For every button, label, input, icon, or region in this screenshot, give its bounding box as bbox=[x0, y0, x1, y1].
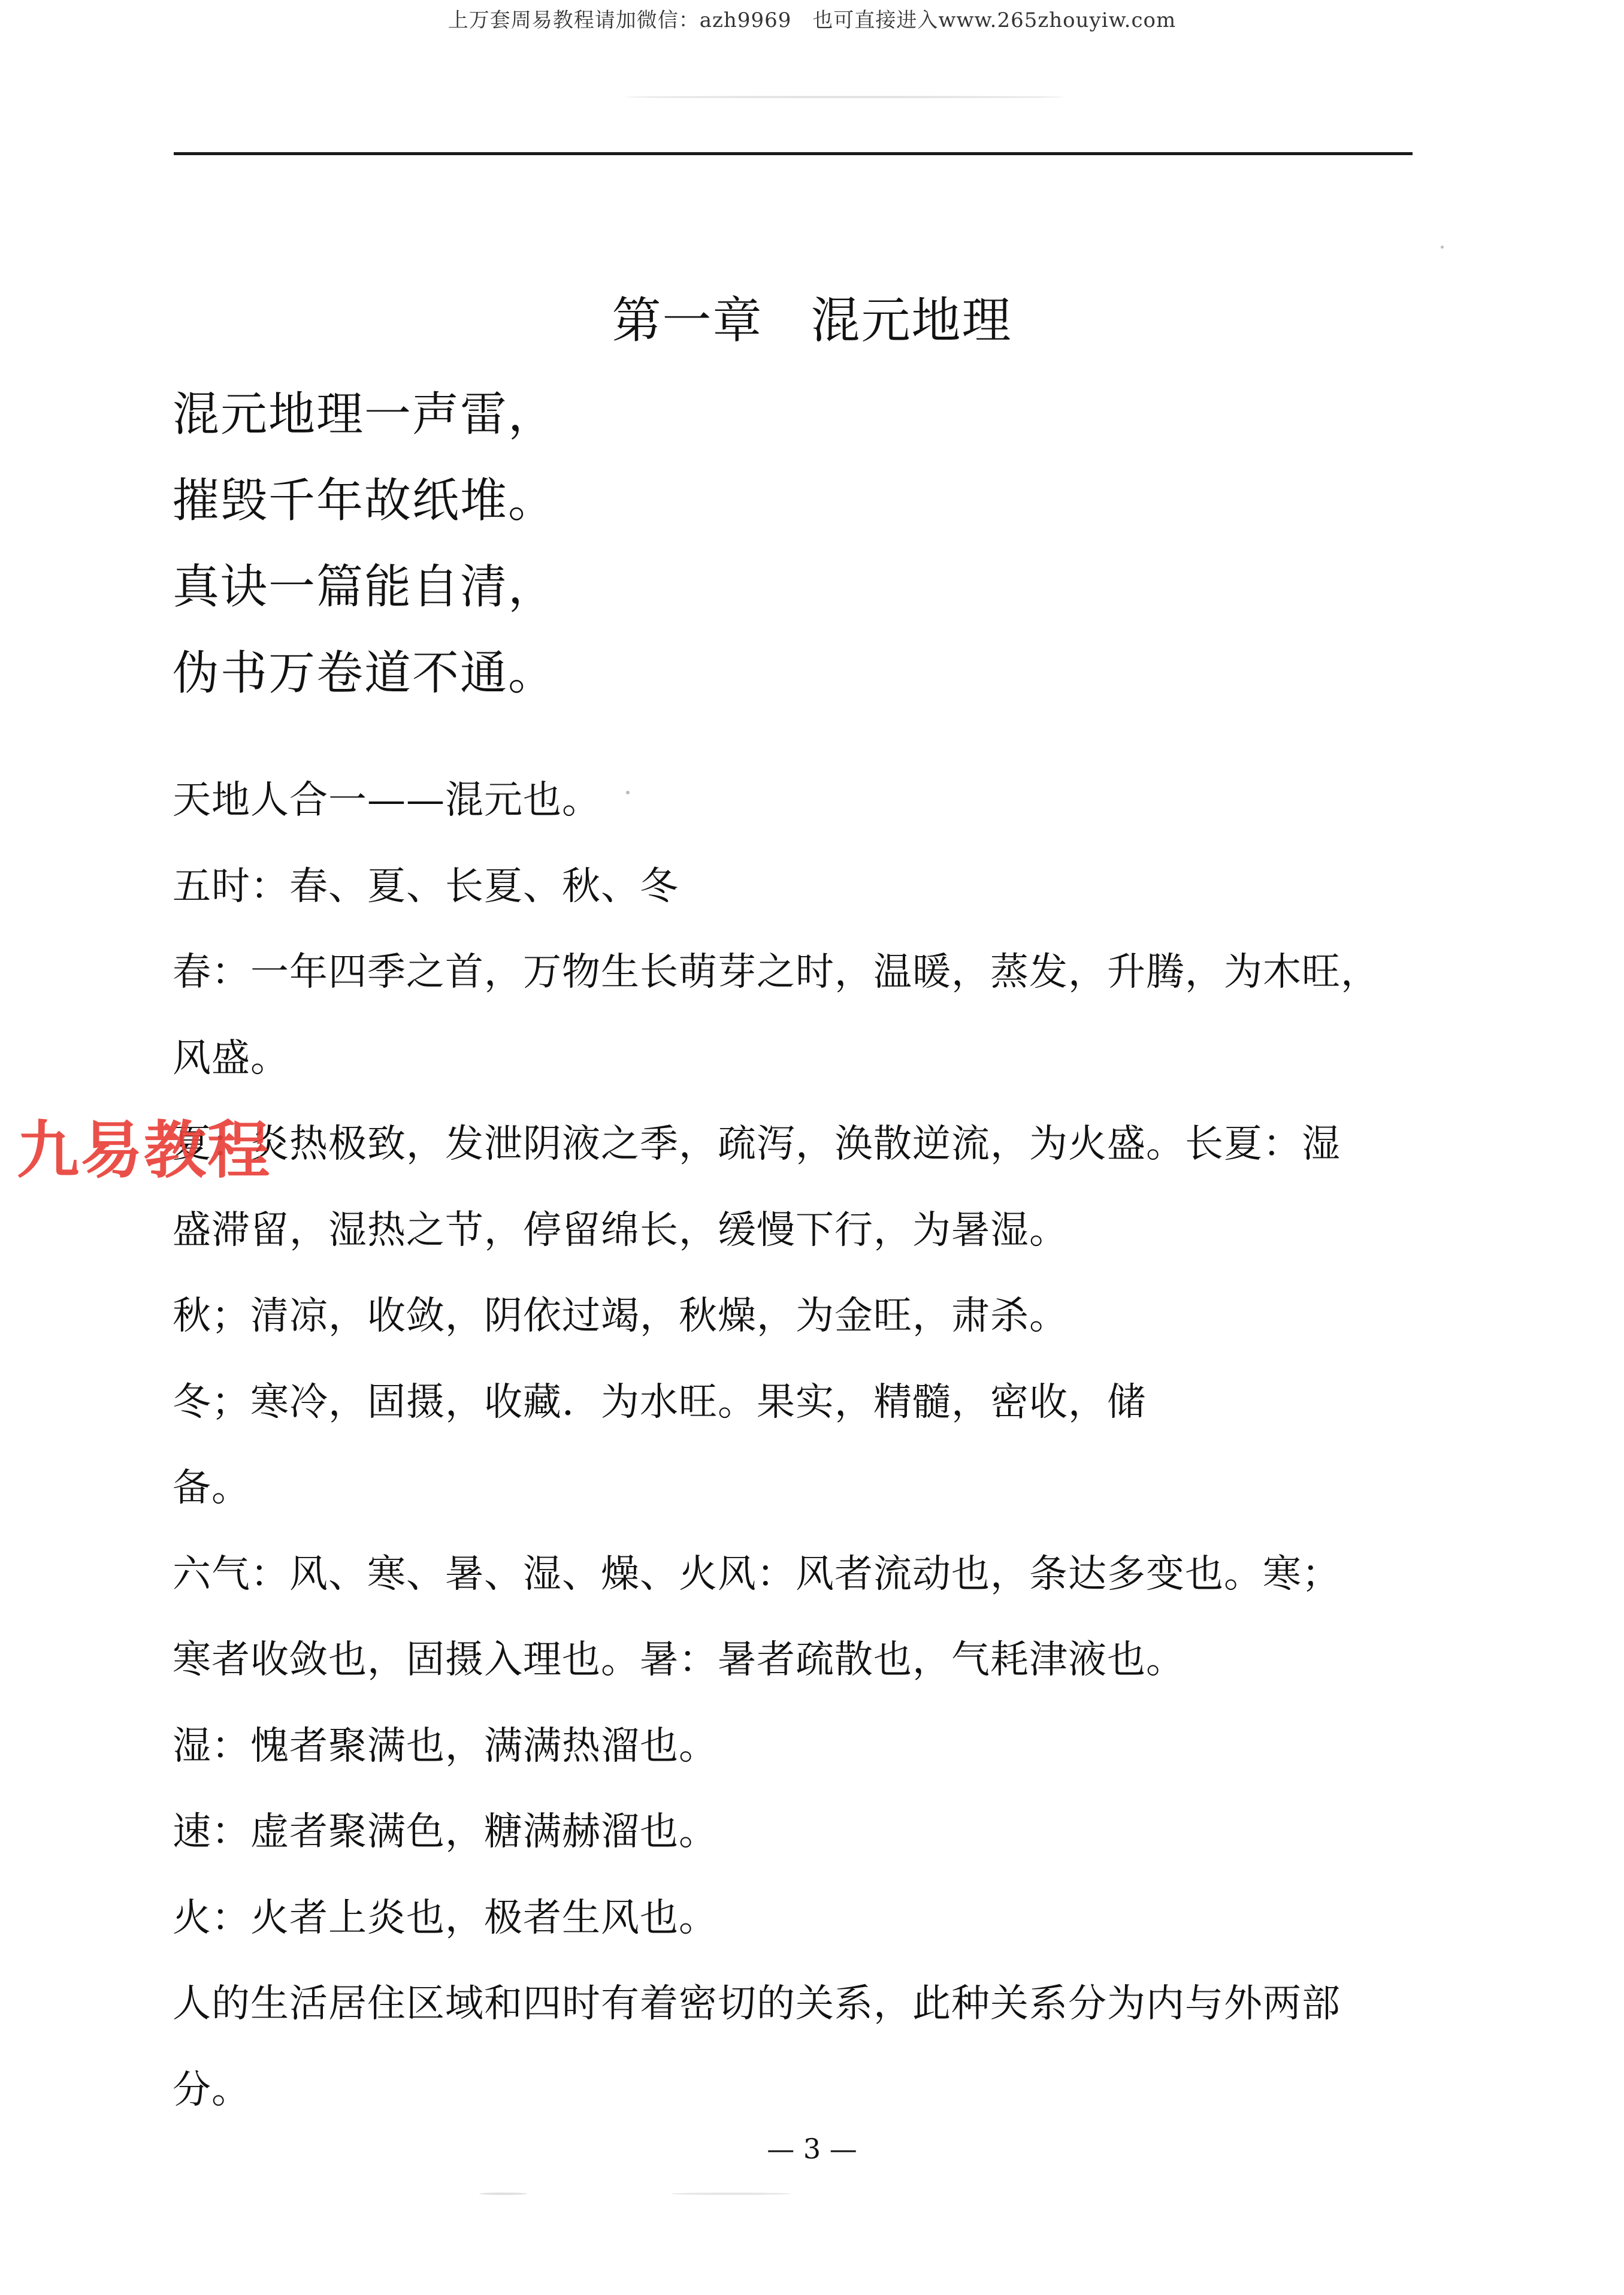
scan-speck bbox=[626, 791, 630, 794]
poem-line: 摧毁千年故纸堆。 bbox=[173, 474, 557, 528]
text-line: 天地人合一——混元也。 bbox=[173, 778, 601, 823]
text-line: 盛滞留，湿热之节，停留绵长，缓慢下行，为暑湿。 bbox=[173, 1208, 1068, 1253]
text-line: 火：火者上炎也，极者生风也。 bbox=[173, 1895, 718, 1940]
text-line: 五时：春、夏、长夏、秋、冬 bbox=[173, 864, 679, 909]
body-text bbox=[173, 758, 1431, 2133]
text-line: 速：虚者聚满色，糖满赫溜也。 bbox=[173, 1810, 718, 1854]
text-line: 六气：风、寒、暑、湿、燥、火风：风者流动也，条达多变也。寒； bbox=[173, 1552, 1341, 1596]
header-watermark-text: 上万套周易教程请加微信：azh9969 也可直接进入www.265zhouyiw.com bbox=[447, 8, 1177, 32]
page-number: — 3 — bbox=[767, 2133, 857, 2165]
poem-line: 真诀一篇能自清， bbox=[173, 560, 557, 614]
text-line: 风盛。 bbox=[173, 1036, 289, 1081]
chapter-number: 第一章 bbox=[612, 292, 763, 349]
scan-speck bbox=[671, 2193, 791, 2195]
scan-speck bbox=[479, 2193, 527, 2195]
watermark-logo-text: 九易教程 bbox=[17, 1114, 271, 1185]
text-line: 人的生活居住区域和四时有着密切的关系，此种关系分为内与外两部 bbox=[173, 1982, 1341, 2026]
header-rule bbox=[174, 152, 1413, 155]
poem bbox=[173, 371, 556, 716]
text-line: 夏：炎热极致，发泄阴液之季，疏泻，涣散逆流，为火盛。长夏：湿 bbox=[173, 1122, 1341, 1166]
text-line: 冬；寒冷，固摄，收藏．为水旺。果实，精髓，密收，储 bbox=[173, 1380, 1146, 1425]
scan-speck bbox=[626, 96, 1063, 98]
chapter-title bbox=[0, 282, 1624, 352]
text-line: 寒者收敛也，固摄入理也。暑：暑者疏散也，气耗津液也。 bbox=[173, 1638, 1185, 1682]
text-line: 备。 bbox=[173, 1466, 250, 1510]
scan-speck bbox=[1441, 246, 1444, 249]
text-line: 湿：愧者聚满也，满满热溜也。 bbox=[173, 1723, 718, 1768]
poem-line: 混元地理一声雷， bbox=[173, 388, 557, 442]
chapter-name: 混元地理 bbox=[811, 292, 1012, 349]
text-line: 秋；清凉，收敛，阴依过竭，秋燥，为金旺，肃杀。 bbox=[173, 1294, 1068, 1338]
poem-line: 伪书万卷道不通。 bbox=[173, 646, 557, 700]
text-line: 分。 bbox=[173, 2067, 250, 2112]
text-line: 春：一年四季之首，万物生长萌芽之时，温暖，蒸发，升腾，为木旺， bbox=[173, 950, 1380, 994]
watermark-logo bbox=[17, 1113, 298, 1185]
